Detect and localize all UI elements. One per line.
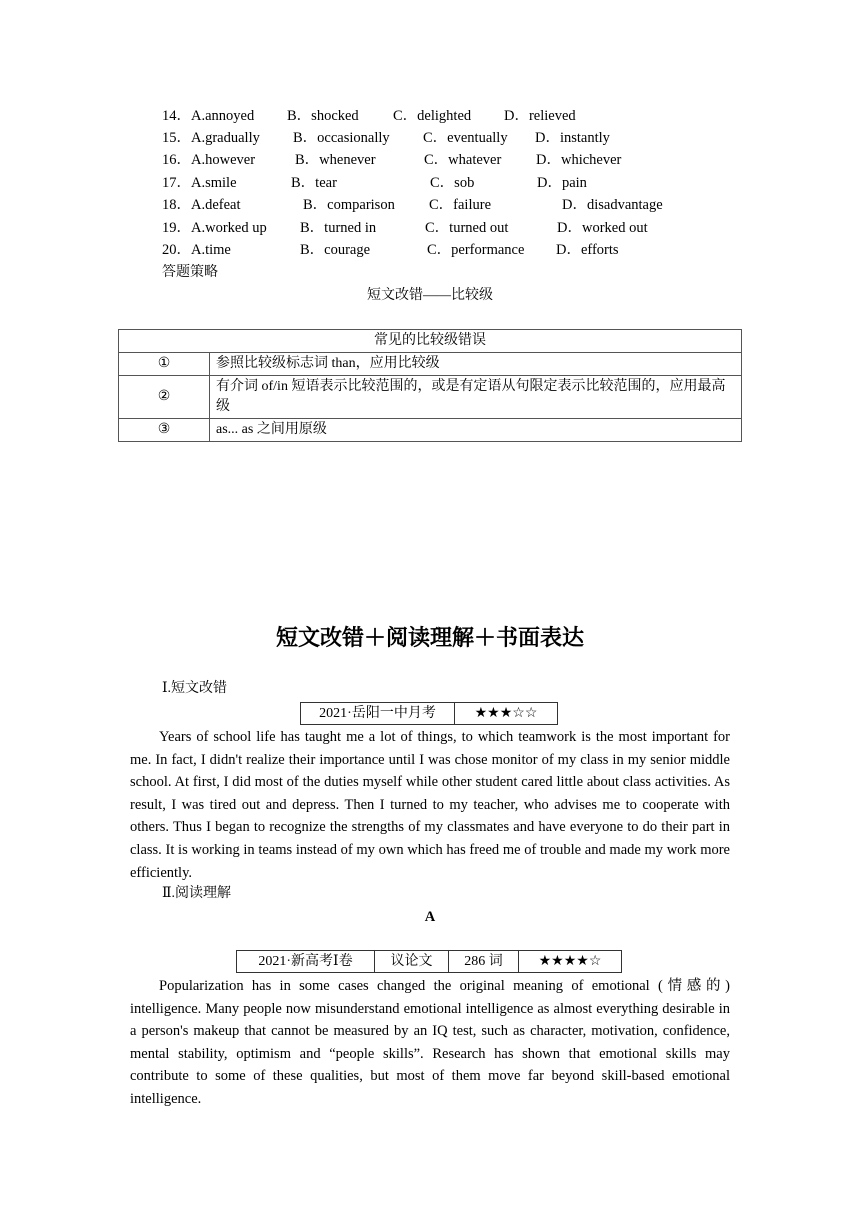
option-c: C．turned out [425, 220, 509, 236]
question-number: 14． [162, 108, 191, 124]
question-number: 16． [162, 152, 191, 168]
option-c: C．whatever [424, 152, 502, 168]
question-number: 18． [162, 197, 191, 213]
option-a: A.time [191, 242, 231, 258]
option-d: D．disadvantage [562, 197, 663, 213]
strategy-label: 答题策略 [162, 265, 218, 280]
tag-source: 2021·岳阳一中月考 [301, 703, 455, 725]
option-a: A.annoyed [191, 108, 255, 124]
option-b: B．courage [300, 242, 371, 258]
tag-source: 2021·新高考Ⅰ卷 [237, 951, 375, 973]
question-number: 15． [162, 130, 191, 146]
option-c: C．delighted [393, 108, 472, 124]
option-a: A.smile [191, 175, 237, 191]
error-table [118, 329, 742, 442]
row-number: ① [119, 353, 210, 376]
row-number: ③ [119, 419, 210, 442]
option-a: A.gradually [191, 130, 260, 146]
option-c: C．performance [427, 242, 525, 258]
option-a: A.however [191, 152, 256, 168]
option-d: D．efforts [556, 242, 619, 258]
section1-tag [300, 702, 558, 725]
option-b: B．whenever [295, 152, 376, 168]
option-c: C．eventually [423, 130, 508, 146]
option-c: C．sob [430, 175, 475, 191]
question-number: 19． [162, 220, 191, 236]
row-number: ② [119, 376, 210, 419]
tag-words: 286 词 [449, 951, 519, 973]
table-row [119, 419, 742, 442]
option-b: B．shocked [287, 108, 359, 124]
table-header: 常见的比较级错误 [119, 330, 742, 353]
tag-stars: ★★★★☆ [519, 951, 622, 973]
row-text: 参照比较级标志词 than，应用比较级 [210, 353, 742, 376]
option-b: B．occasionally [293, 130, 390, 146]
question-number: 17． [162, 175, 191, 191]
section2-paragraph: Popularization has in some cases changed the original meaning of emotional (情感的) intelligence. Many people now misunderstand emotional intelligence as almost everything desirable in a person's makeup that cannot be measured by an IQ test, such as character, motivation, confidence, mental stability, optimism and “people skills”. Research has shown that emotional skills may contribute to some of these qualities, but most of them move far beyond skill-based emotional intelligence. [130, 978, 730, 1107]
option-d: D．whichever [536, 152, 622, 168]
table-row [119, 376, 742, 419]
option-b: B．turned in [300, 220, 377, 236]
main-title: 短文改错＋阅读理解＋书面表达 [275, 626, 584, 651]
question-number: 20． [162, 242, 191, 258]
tag-genre: 议论文 [375, 951, 449, 973]
section1-paragraph: Years of school life has taught me a lot of things, to which teamwork is the most important for me. In fact, I didn't realize their importance until I was chose monitor of my class in my senior middle school. At first, I did most of the duties myself while other student cared little about class activities. As result, I was tired out and depress. Then I turned to my teacher, who advises me to cooperate with others. Thus I began to recognize the strengths of my classmates and have everyone to do their part in class. It is working in teams instead of my own which has freed me of trouble and made my work more efficiently. [130, 729, 730, 881]
option-b: B．comparison [303, 197, 395, 213]
table-header-row [119, 330, 742, 353]
option-d: D．pain [537, 175, 587, 191]
option-a: A.defeat [191, 197, 241, 213]
section1-label: Ⅰ.短文改错 [162, 681, 228, 696]
option-d: D．worked out [557, 220, 648, 236]
option-b: B．tear [291, 175, 337, 191]
section2-part: A [424, 909, 436, 925]
option-d: D．relieved [504, 108, 576, 124]
table-row [119, 353, 742, 376]
section2-tag [236, 950, 622, 973]
row-text: 有介词 of/in 短语表示比较范围的，或是有定语从句限定表示比较范围的，应用最高级 [210, 376, 742, 419]
option-d: D．instantly [535, 130, 610, 146]
strategy-subtitle: 短文改错——比较级 [367, 288, 493, 303]
row-text: as... as 之间用原级 [210, 419, 742, 442]
option-a: A.worked up [191, 220, 267, 236]
option-c: C．failure [429, 197, 492, 213]
section2-label: Ⅱ.阅读理解 [162, 886, 232, 901]
tag-stars: ★★★☆☆ [455, 703, 558, 725]
